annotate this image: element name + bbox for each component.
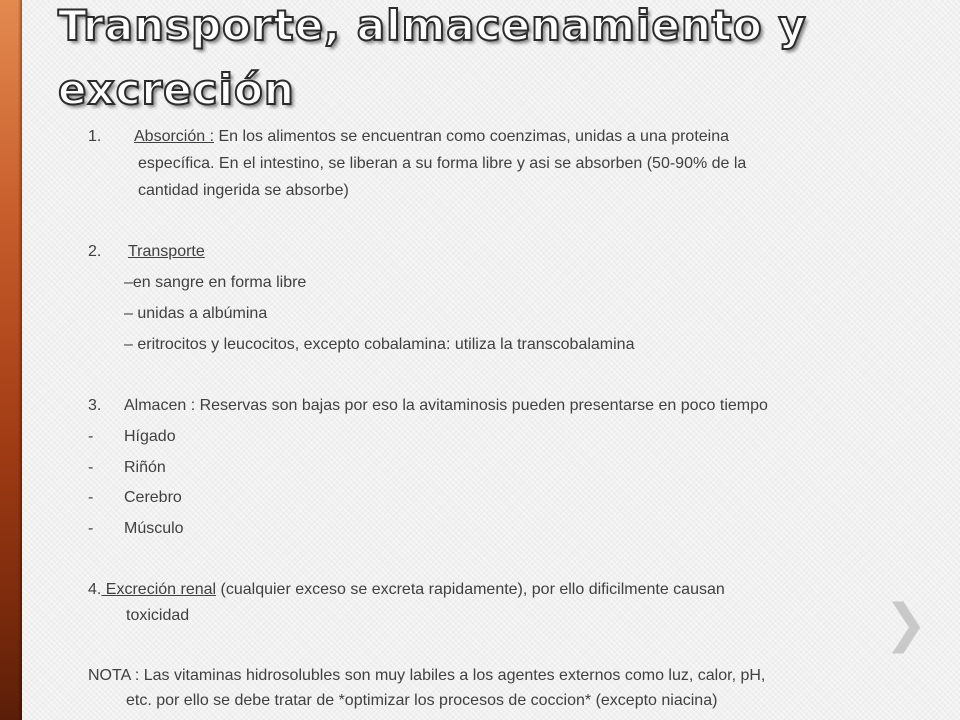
almacen-number: 3. (88, 397, 102, 414)
organ-list-item (88, 456, 166, 480)
transporte-heading-line (88, 240, 205, 264)
almacen-line (88, 394, 768, 418)
absorcion-heading: Absorción : (134, 128, 215, 145)
transporte-heading: Transporte (128, 243, 205, 260)
organ-name: Cerebro (124, 489, 182, 506)
organ-list-item (88, 517, 184, 541)
list-dash: - (88, 459, 94, 476)
list-dash: - (88, 489, 94, 506)
transporte-item: –en sangre en forma libre (124, 274, 307, 291)
title-line-2: excreción (58, 65, 295, 114)
list-dash: - (88, 520, 94, 537)
transporte-number: 2. (88, 243, 102, 260)
almacen-text: : Reservas son bajas por eso la avitaminosis pueden presentarse en poco tiempo (186, 397, 768, 414)
organ-list-item (88, 425, 176, 449)
organ-name: Riñón (124, 459, 166, 476)
organ-list-item (88, 486, 182, 510)
absorcion-number: 1. (88, 128, 102, 145)
absorcion-line-1 (88, 125, 729, 149)
excrecion-text: (cualquier exceso se excreta rapidamente), por ello dificilmente causan (216, 581, 725, 598)
list-dash: - (88, 428, 94, 445)
excrecion-heading: Excreción renal (101, 581, 217, 598)
nota-line-2: etc. por ello se debe tratar de *optimizar los procesos de coccion* (excepto niacina) (126, 692, 718, 709)
title-line-1: Transporte, almacenamiento y (58, 1, 807, 50)
excrecion-number: 4. (88, 581, 102, 598)
excrecion-line-2: toxicidad (126, 607, 190, 624)
almacen-heading: Almacen (124, 397, 187, 414)
excrecion-line-1 (88, 578, 725, 602)
transporte-item: – eritrocitos y leucocitos, excepto cobalamina: utiliza la transcobalamina (124, 336, 635, 353)
organ-name: Hígado (124, 428, 176, 445)
absorcion-line-3: cantidad ingerida se absorbe) (138, 182, 349, 199)
nota-line-1: NOTA : Las vitaminas hidrosolubles son muy labiles a los agentes externos como luz, calor, pH, (88, 667, 766, 684)
absorcion-line-2: específica. En el intestino, se liberan a su forma libre y asi se absorben (50-90% de la (138, 155, 747, 172)
slide-title (58, 0, 938, 122)
organ-name: Músculo (124, 520, 184, 537)
decorative-side-bar (0, 0, 22, 720)
absorcion-text-1: En los alimentos se encuentran como coenzimas, unidas a una proteina (214, 128, 730, 145)
transporte-item: – unidas a albúmina (124, 305, 268, 322)
chevron-right-icon[interactable]: ❯ (884, 594, 928, 654)
